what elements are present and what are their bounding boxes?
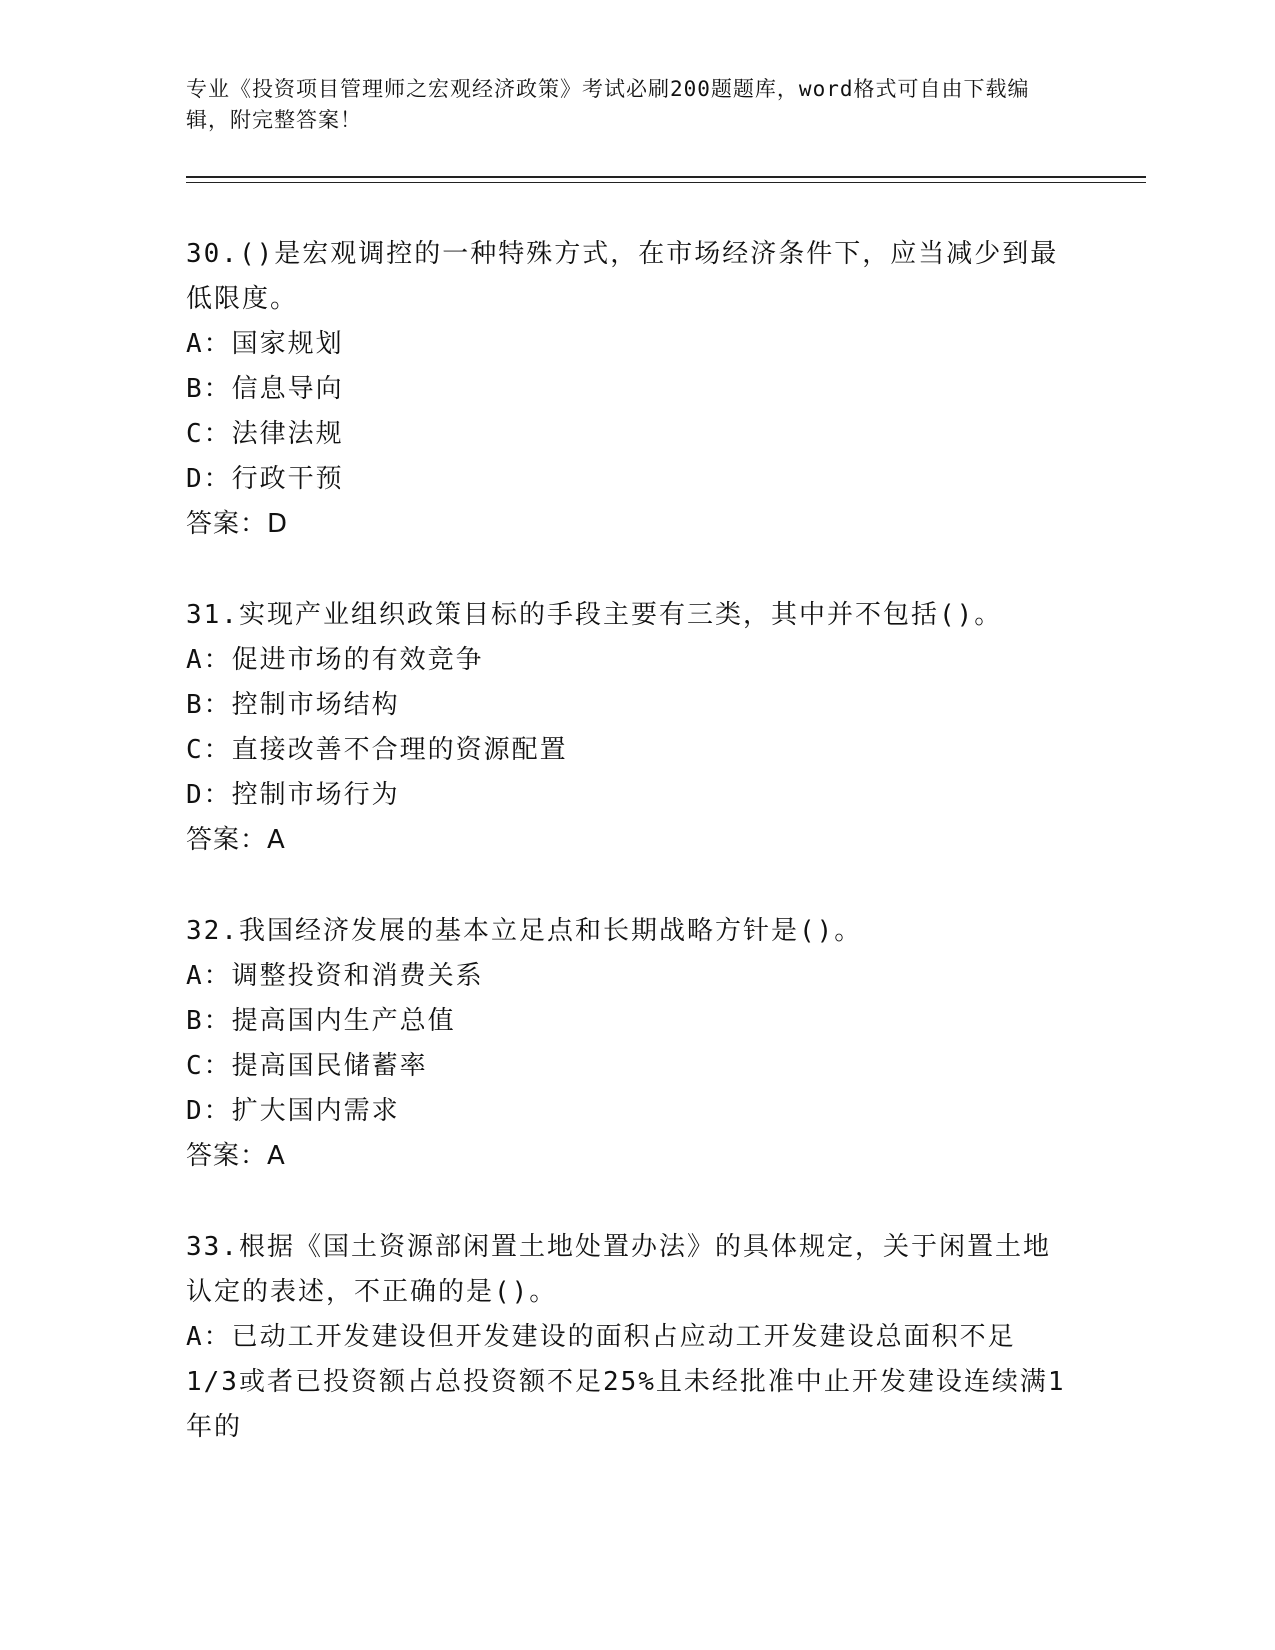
option-b: B：信息导向 (186, 374, 344, 404)
option-a: A：调整投资和消费关系 (186, 961, 484, 991)
document-header: 专业《投资项目管理师之宏观经济政策》考试必刷200题题库，word格式可自由下载编辑，附完整答案！ (186, 77, 1030, 132)
question-stem: 32.我国经济发展的基本立足点和长期战略方针是()。 (186, 916, 863, 946)
option-d: D：行政干预 (186, 464, 344, 494)
option-a: A：国家规划 (186, 329, 344, 359)
option-d: D：控制市场行为 (186, 780, 400, 810)
option-c: C：提高国民储蓄率 (186, 1051, 428, 1081)
option-a: A：已动工开发建设但开发建设的面积占应动工开发建设总面积不足1/3或者已投资额占总投资额不足25%且未经批准中止开发建设连续满1年的 (186, 1322, 1066, 1442)
option-d: D：扩大国内需求 (186, 1096, 400, 1126)
question-list (186, 232, 1066, 1496)
question-stem: 31.实现产业组织政策目标的手段主要有三类，其中并不包括()。 (186, 600, 1003, 630)
option-b: B：控制市场结构 (186, 690, 400, 720)
option-a: A：促进市场的有效竞争 (186, 645, 484, 675)
question-item (186, 593, 1066, 863)
question-item (186, 909, 1066, 1179)
answer-label: 答案：A (186, 1141, 286, 1171)
answer-label: 答案：D (186, 509, 289, 539)
question-stem: 33.根据《国土资源部闲置土地处置办法》的具体规定，关于闲置土地认定的表述，不正确的是()。 (186, 1232, 1051, 1307)
option-b: B：提高国内生产总值 (186, 1006, 456, 1036)
option-c: C：直接改善不合理的资源配置 (186, 735, 568, 765)
question-stem: 30.()是宏观调控的一种特殊方式，在市场经济条件下，应当减少到最低限度。 (186, 239, 1059, 314)
question-item (186, 1225, 1066, 1450)
option-c: C：法律法规 (186, 419, 344, 449)
answer-label: 答案：A (186, 825, 286, 855)
header-divider (186, 176, 1146, 183)
question-item (186, 232, 1066, 547)
